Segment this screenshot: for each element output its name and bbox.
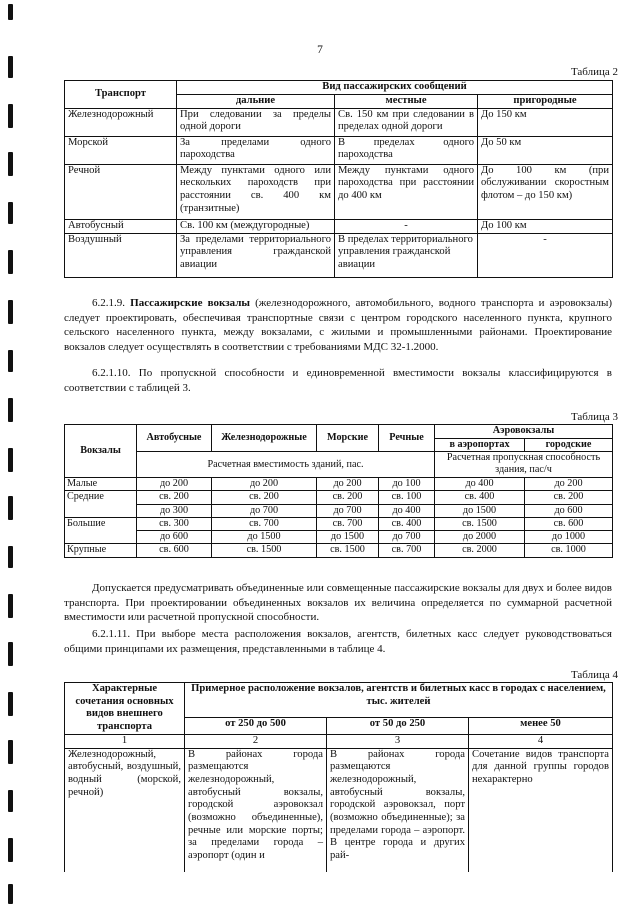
table3-cell: св. 200 <box>317 491 379 504</box>
paragraph-combined-stations <box>64 581 612 625</box>
table3-cell: св. 600 <box>137 544 212 557</box>
table3-cell: Средние <box>65 491 137 504</box>
table4 <box>64 682 613 872</box>
table2-cell: При следовании за пределы одной дороги <box>177 108 335 136</box>
table3 <box>64 424 613 558</box>
binding-mark <box>8 838 13 862</box>
table2-cell: - <box>335 219 478 233</box>
table2-header-group: Вид пассажирских сообщений <box>177 81 613 95</box>
paragraph-bold-term: Пассажирские вокзалы <box>130 297 250 309</box>
binding-mark <box>8 56 13 78</box>
table-row <box>65 748 613 872</box>
table2-cell: За пределами одного пароходства <box>177 136 335 164</box>
table3-cell: св. 2000 <box>435 544 525 557</box>
table3-header-sea: Морские <box>317 425 379 452</box>
table4-column-number: 1 <box>65 734 185 748</box>
table3-cell: до 1500 <box>212 531 317 544</box>
paragraph-text: Допускается предусматривать объединенные или совмещенные пассажирские вокзалы для двух и более видов транспорта. При проектировании объединенных вокзалов их величина определяется по суммарной расчетной вместимости или расчетной пропускной способности. <box>64 582 612 624</box>
table3-cell: до 700 <box>317 504 379 517</box>
table2-subheader: дальние <box>177 95 335 109</box>
table3-cell: до 700 <box>212 504 317 517</box>
table3-cell: св. 1500 <box>212 544 317 557</box>
table3-cell: св. 100 <box>379 491 435 504</box>
table2-cell: До 50 км <box>478 136 613 164</box>
table3-caption: Таблица 3 <box>570 411 618 423</box>
table2-cell: В пределах одного пароходства <box>335 136 478 164</box>
table4-column-number: 4 <box>469 734 613 748</box>
paragraph-number: 6.2.1.9. <box>92 297 125 309</box>
table3-cell: св. 200 <box>212 491 317 504</box>
table3-cell: св. 400 <box>379 517 435 530</box>
table3-cell <box>65 531 137 544</box>
table2 <box>64 80 613 278</box>
binding-mark <box>8 4 13 20</box>
table2-cell: Железнодорожный <box>65 108 177 136</box>
table-row <box>65 219 613 233</box>
table2-cell: В пределах территориального управления гражданской авиации <box>335 233 478 277</box>
table3-cell: св. 400 <box>435 491 525 504</box>
table3-cell: до 200 <box>317 478 379 491</box>
table4-subheader: от 250 до 500 <box>185 717 327 734</box>
table3-throughput-label: Расчетная пропускная способность здания, пас/ч <box>435 452 613 478</box>
paragraph-6-2-1-9 <box>64 296 612 355</box>
table3-cell: Большие <box>65 517 137 530</box>
table2-cell: Морской <box>65 136 177 164</box>
binding-mark <box>8 300 13 324</box>
table-row <box>65 491 613 504</box>
binding-mark <box>8 448 13 472</box>
paragraph-text: 6.2.1.11. При выборе места расположения вокзалов, агентств, билетных касс следует руководствоваться общими принципами их размещения, представленными в таблице 4. <box>64 628 612 655</box>
table4-column-number: 3 <box>327 734 469 748</box>
table4-subheader: от 50 до 250 <box>327 717 469 734</box>
table3-cell: св. 200 <box>137 491 212 504</box>
table3-cell: до 200 <box>212 478 317 491</box>
table2-cell: - <box>478 233 613 277</box>
table4-column-number: 2 <box>185 734 327 748</box>
table3-cell: до 100 <box>379 478 435 491</box>
table-row <box>65 108 613 136</box>
table3-header-river: Речные <box>379 425 435 452</box>
binding-mark <box>8 496 13 520</box>
table3-cell: до 200 <box>525 478 613 491</box>
table4-cell: В районах города размещаются железнодорожный, автобусный вокзалы, городской аэровокзал, порт (возможно объединенные); за пределами города – аэропорт. В центре города и других рай- <box>327 748 469 872</box>
table3-cell: до 1000 <box>525 531 613 544</box>
table-row <box>65 531 613 544</box>
table3-cell <box>65 504 137 517</box>
binding-mark <box>8 546 13 568</box>
table4-header-group: Примерное расположение вокзалов, агентств и билетных касс в городах с населением, тыс. жителей <box>185 683 613 718</box>
table-row <box>65 504 613 517</box>
table3-header-air-city: городские <box>525 439 613 452</box>
binding-mark <box>8 152 13 176</box>
table3-capacity-label: Расчетная вместимость зданий, пас. <box>137 452 435 478</box>
table3-cell: до 1500 <box>435 504 525 517</box>
table-row <box>65 164 613 219</box>
table2-cell: Св. 150 км при следовании в пределах одной дороги <box>335 108 478 136</box>
table2-cell: До 100 км (при обслуживании скоростным флотом – до 150 км) <box>478 164 613 219</box>
table4-subheader: менее 50 <box>469 717 613 734</box>
binding-mark <box>8 884 13 904</box>
binding-mark <box>8 398 13 422</box>
table2-cell: Св. 100 км (междугородные) <box>177 219 335 233</box>
table3-cell: св. 1500 <box>435 517 525 530</box>
paragraph-6-2-1-11 <box>64 627 612 656</box>
table3-cell: св. 300 <box>137 517 212 530</box>
paragraph-6-2-1-10 <box>64 366 612 395</box>
table-row <box>65 233 613 277</box>
binding-mark <box>8 692 13 716</box>
table4-caption: Таблица 4 <box>570 669 618 681</box>
page-number: 7 <box>317 44 323 56</box>
table3-cell: св. 200 <box>525 491 613 504</box>
paragraph-text: 6.2.1.10. По пропускной способности и единовременной вместимости вокзалы классифицируются в соответствии с таблицей 3. <box>64 367 612 394</box>
binding-mark <box>8 790 13 812</box>
table3-cell: до 700 <box>379 531 435 544</box>
table3-cell: св. 700 <box>317 517 379 530</box>
table2-cell: Между пунктами одного пароходства при расстоянии до 400 км <box>335 164 478 219</box>
table3-header-air: Аэровокзалы <box>435 425 613 439</box>
table3-cell: до 2000 <box>435 531 525 544</box>
table-row <box>65 517 613 530</box>
table-row <box>65 478 613 491</box>
table2-subheader: местные <box>335 95 478 109</box>
paragraph-text: (железнодорожного, автомобильного, водного транспорта и аэровокзалы) следует проектировать, обеспечивая транспортные связи с центром городского населенного пункта, крупного сельского населенного пункта, между вокзалами, с жилыми и промышленными районами. Проектирование вокзалов следует осуществлять в соответствии с требованиями МДС 32-1.2000. <box>64 297 613 353</box>
binding-mark <box>8 350 13 372</box>
table3-cell: св. 700 <box>212 517 317 530</box>
table2-cell: Автобусный <box>65 219 177 233</box>
table2-cell: Между пунктами одного или нескольких пароходств при расстоянии св. 400 км (транзитные) <box>177 164 335 219</box>
table2-cell: Воздушный <box>65 233 177 277</box>
table3-cell: до 600 <box>137 531 212 544</box>
binding-mark <box>8 202 13 224</box>
table3-cell: св. 1000 <box>525 544 613 557</box>
table2-caption: Таблица 2 <box>570 66 618 78</box>
table3-cell: св. 600 <box>525 517 613 530</box>
binding-mark <box>8 740 13 764</box>
binding-mark <box>8 594 13 618</box>
table3-header-stations: Вокзалы <box>65 425 137 478</box>
table2-subheader: пригородные <box>478 95 613 109</box>
table4-header-transport-combos: Характерные сочетания основных видов внешнего транспорта <box>65 683 185 735</box>
table3-cell: до 300 <box>137 504 212 517</box>
table3-cell: св. 700 <box>379 544 435 557</box>
table4-cell: В районах города размещаются железнодорожный, автобусный вокзалы, городской аэровокзал (возможно объединенные), речные или морские порты; за пределами города – аэропорт (один и <box>185 748 327 872</box>
table-row <box>65 544 613 557</box>
table2-header-transport: Транспорт <box>65 81 177 109</box>
table2-cell: До 150 км <box>478 108 613 136</box>
table3-cell: до 200 <box>137 478 212 491</box>
table4-cell: Железнодорожный, автобусный, воздушный, водный (морской, речной) <box>65 748 185 872</box>
table3-cell: св. 1500 <box>317 544 379 557</box>
table2-cell: Речной <box>65 164 177 219</box>
table3-header-air-airport: в аэропортах <box>435 439 525 452</box>
table3-header-bus: Автобусные <box>137 425 212 452</box>
binding-mark <box>8 250 13 274</box>
binding-mark <box>8 104 13 128</box>
table3-cell: Малые <box>65 478 137 491</box>
table2-cell: За пределами территориального управления гражданской авиации <box>177 233 335 277</box>
table3-cell: до 600 <box>525 504 613 517</box>
table2-cell: До 100 км <box>478 219 613 233</box>
table3-header-rail: Железнодорожные <box>212 425 317 452</box>
binding-mark <box>8 642 13 666</box>
table3-cell: до 400 <box>435 478 525 491</box>
table4-cell: Сочетание видов транспорта для данной группы городов нехарактерно <box>469 748 613 872</box>
table-row <box>65 136 613 164</box>
table3-cell: Крупные <box>65 544 137 557</box>
table3-cell: до 400 <box>379 504 435 517</box>
table3-cell: до 1500 <box>317 531 379 544</box>
